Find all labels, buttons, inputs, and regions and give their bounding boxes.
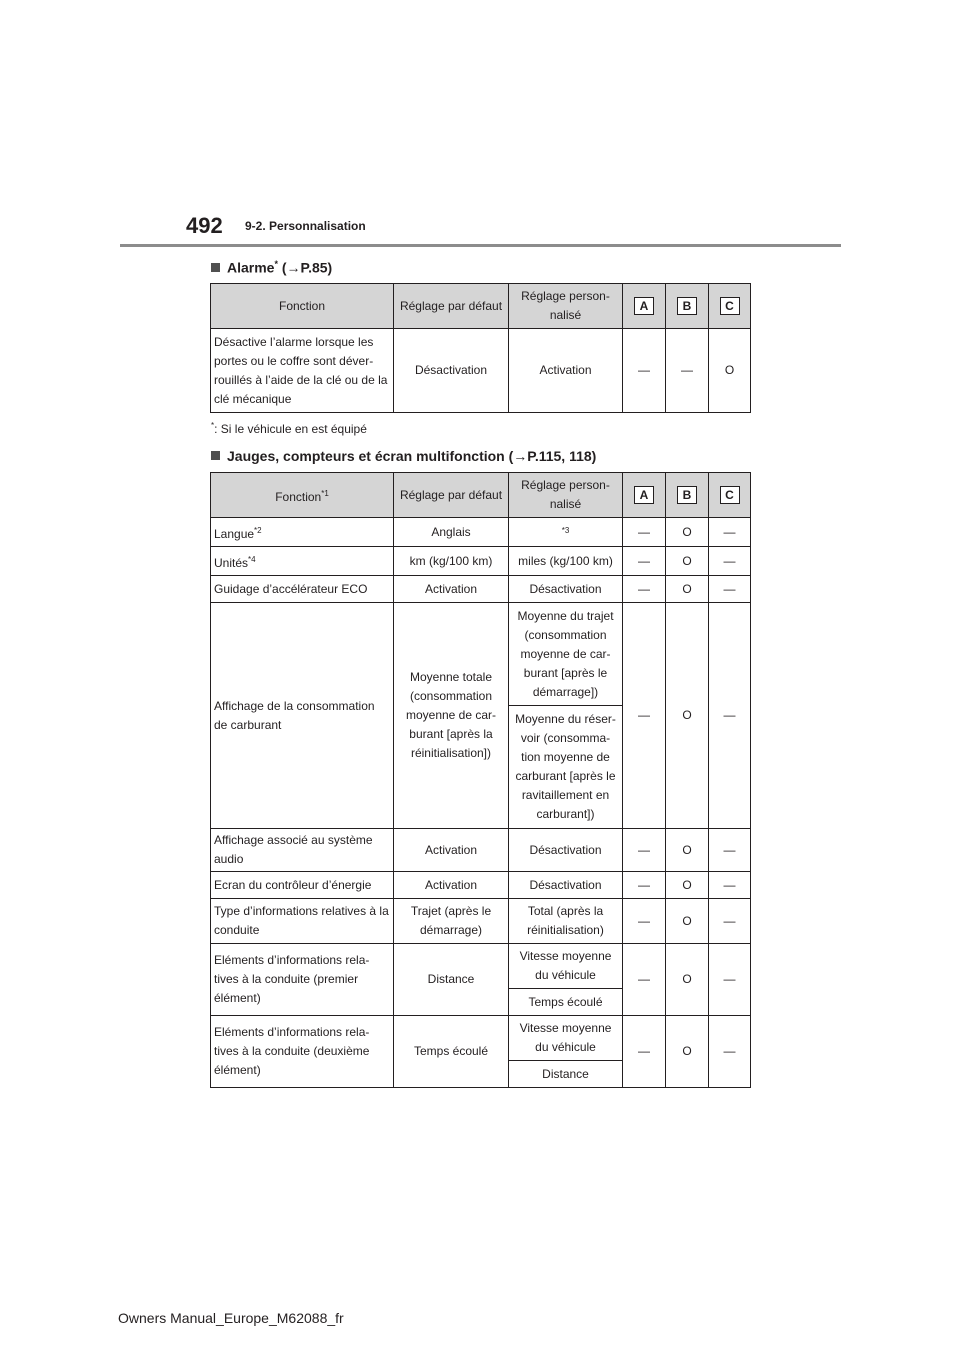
cell-a: — [623,899,666,944]
column-b-box: B [677,297,697,315]
cell-b: — [666,329,709,413]
column-a-box: A [634,297,654,315]
cell-perso: Moyenne du trajet (consommation moyenne de car-burant [après le démarrage]) [509,603,623,706]
table-header-row [211,284,751,329]
cell-c: — [709,547,751,576]
cell-defaut: Moyenne totale (consommation moyenne de car-burant [après la réinitialisation]) [394,603,509,829]
cell-perso: Vitesse moyenne du véhicule [509,944,623,989]
col-header-b [666,284,709,329]
column-c-box: C [720,297,740,315]
cell-b: O [666,603,709,829]
col-header-c [709,473,751,518]
cell-perso: Moyenne du réser-voir (consomma-tion moyenne de carburant [après le ravitaillement en carburant]) [509,706,623,829]
cell-b: O [666,1016,709,1088]
cell-fonction: Eléments d’informations rela-tives à la conduite (deuxième élément) [211,1016,394,1088]
cell-a: — [623,872,666,899]
cell-perso: Désactivation [509,576,623,603]
cell-b: O [666,547,709,576]
col-header-a [623,284,666,329]
table-row [211,872,751,899]
cell-a: — [623,603,666,829]
col-header-defaut: Réglage par défaut [394,284,509,329]
cell-perso: Total (après la réinitialisation) [509,899,623,944]
alarm-footnote: *: Si le véhicule en est équipé [211,421,367,436]
cell-defaut: Activation [394,829,509,872]
footer-manual-id: Owners Manual_Europe_M62088_fr [118,1310,344,1326]
table-row [211,899,751,944]
cell-fonction: Affichage de la consommation de carburant [211,603,394,829]
table-row [211,603,751,706]
table-row [211,547,751,576]
cell-a: — [623,1016,666,1088]
column-b-box: B [677,486,697,504]
cell-c: — [709,518,751,547]
cell-perso: Distance [509,1061,623,1088]
cell-perso: *3 [509,518,623,547]
section-title: 9-2. Personnalisation [245,219,366,233]
cell-defaut: Activation [394,576,509,603]
cell-b: O [666,899,709,944]
cell-fonction: Désactive l’alarme lorsque les portes ou le coffre sont déver-rouillés à l’aide de la clé ou de la clé mécanique [211,329,394,413]
table-row [211,944,751,989]
cell-perso: Désactivation [509,829,623,872]
column-c-box: C [720,486,740,504]
cell-defaut: Activation [394,872,509,899]
cell-defaut: Anglais [394,518,509,547]
cell-b: O [666,518,709,547]
gauges-table [210,472,751,1088]
cell-fonction: Ecran du contrôleur d’énergie [211,872,394,899]
cell-a: — [623,547,666,576]
col-header-b [666,473,709,518]
alarm-table [210,283,751,413]
page-number: 492 [186,213,223,238]
cell-fonction: Eléments d’informations rela-tives à la conduite (premier élément) [211,944,394,1016]
col-header-perso: Réglage person-nalisé [509,284,623,329]
cell-fonction: Guidage d’accélérateur ECO [211,576,394,603]
cell-defaut: Désactivation [394,329,509,413]
table-header-row [211,473,751,518]
cell-c: — [709,829,751,872]
table-row [211,518,751,547]
col-header-a [623,473,666,518]
cell-perso: miles (kg/100 km) [509,547,623,576]
cell-c: — [709,872,751,899]
col-header-c [709,284,751,329]
table-row [211,329,751,413]
cell-a: — [623,329,666,413]
alarm-heading: Alarme* (→P.85) [211,259,332,276]
cell-perso: Vitesse moyenne du véhicule [509,1016,623,1061]
cell-b: O [666,944,709,1016]
bullet-square-icon [211,451,220,460]
cell-defaut: Trajet (après le démarrage) [394,899,509,944]
cell-fonction: Type d’informations relatives à la conduite [211,899,394,944]
cell-perso: Temps écoulé [509,989,623,1016]
cell-perso: Désactivation [509,872,623,899]
cell-b: O [666,829,709,872]
table-row [211,576,751,603]
gauges-heading: Jauges, compteurs et écran multifonction (→P.115, 118) [211,448,596,464]
cell-c: — [709,1016,751,1088]
cell-defaut: Temps écoulé [394,1016,509,1088]
bullet-square-icon [211,263,220,272]
col-header-defaut: Réglage par défaut [394,473,509,518]
column-a-box: A [634,486,654,504]
table-row [211,829,751,872]
header-divider [120,244,841,247]
cell-a: — [623,829,666,872]
col-header-fonction: Fonction$^{*1}$ [211,473,394,518]
cell-fonction: Affichage associé au système audio [211,829,394,872]
cell-b: O [666,872,709,899]
cell-a: — [623,576,666,603]
cell-c: O [709,329,751,413]
cell-defaut: Distance [394,944,509,1016]
cell-a: — [623,944,666,1016]
col-header-fonction: Fonction [211,284,394,329]
cell-c: — [709,603,751,829]
cell-fonction: Langue$^{*2}$ [211,518,394,547]
table-row [211,1016,751,1061]
col-header-perso: Réglage person-nalisé [509,473,623,518]
cell-defaut: km (kg/100 km) [394,547,509,576]
cell-c: — [709,944,751,1016]
cell-perso: Activation [509,329,623,413]
cell-c: — [709,899,751,944]
cell-c: — [709,576,751,603]
cell-b: O [666,576,709,603]
cell-fonction: Unités$^{*4}$ [211,547,394,576]
cell-a: — [623,518,666,547]
